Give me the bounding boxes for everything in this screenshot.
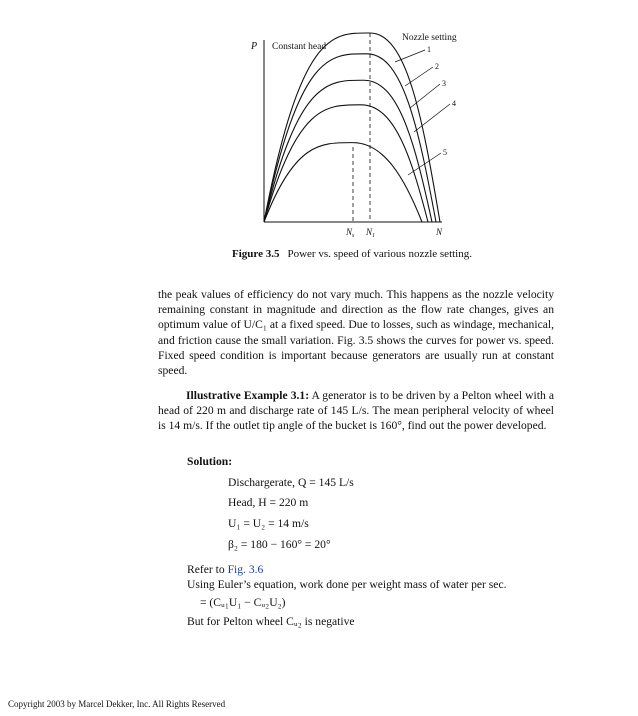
example-heading: Illustrative Example 3.1:	[186, 389, 310, 402]
euler-line: Using Euler’s equation, work done per weight mass of water per sec.	[187, 578, 507, 591]
example-paragraph	[158, 388, 554, 434]
figure-caption	[232, 248, 472, 260]
x-tick-label-ns: $N_s$	[346, 227, 355, 239]
nozzle-label-1: 1	[427, 45, 431, 54]
nozzle-pointer-4	[414, 104, 450, 132]
equation-angle: β₂ = 180 − 160° = 20°	[228, 538, 331, 551]
nozzle-label-3: 3	[442, 79, 446, 88]
work-equation: = (Cᵤ₁U₁ − Cᵤ₂U₂)	[200, 596, 286, 609]
pelton-note: But for Pelton wheel Cᵤ₂ is negative	[187, 615, 355, 628]
fig-3-6-link[interactable]: Fig. 3.6	[227, 563, 264, 576]
equation-discharge: Dischargerate, Q = 145 L/s	[228, 476, 354, 489]
power-speed-figure	[0, 0, 638, 245]
copyright-footer: Copyright 2003 by Marcel Dekker, Inc. All Rights Reserved	[8, 699, 226, 709]
body-paragraph-1-text: the peak values of efficiency do not vary much. This happens as the nozzle velocity remaining constant in magnitude and direction as the flow rate changes, gives an optimum value of U/C₁ at a fixed speed. Due to losses, such as windage, mechanical, and friction cause the small variation. Fig. 3.5 shows the curves for power vs. speed. Fixed speed condition is important because generators are usually run at constant speed.	[158, 288, 554, 378]
refer-prefix: Refer to	[187, 563, 228, 576]
legend-title: Nozzle setting	[402, 33, 457, 43]
nozzle-label-2: 2	[435, 62, 439, 71]
nozzle-pointer-2	[405, 67, 433, 86]
x-tick-label-n1: $N_1$	[366, 227, 376, 239]
example-body: A generator is to be driven by a Pelton wheel with a head of 220 m and discharge rate of 145 L/s. The mean peripheral velocity of wheel is 14 m/s. If the outlet tip angle of the bucket is 160°, find out the power developed.	[158, 389, 554, 433]
solution-heading: Solution:	[187, 455, 233, 468]
power-curve-nozzle-3	[264, 80, 432, 222]
nozzle-label-4: 4	[452, 99, 456, 108]
y-axis-label: P	[251, 41, 258, 52]
equation-velocity: U₁ = U₂ = 14 m/s	[228, 517, 309, 530]
figure-caption-text: Power vs. speed of various nozzle setting.	[287, 248, 472, 260]
figure-caption-label: Figure 3.5	[232, 248, 280, 260]
nozzle-pointer-5	[408, 153, 441, 175]
power-curve-nozzle-1	[264, 33, 440, 222]
equation-head: Head, H = 220 m	[228, 496, 309, 509]
power-curve-nozzle-4	[264, 105, 428, 222]
x-axis-label: N	[436, 227, 443, 237]
refer-line	[187, 563, 263, 576]
curve-note: Constant head	[272, 42, 327, 52]
nozzle-label-5: 5	[443, 148, 447, 157]
body-paragraph-1	[158, 287, 554, 378]
example-paragraph-text	[158, 388, 554, 434]
